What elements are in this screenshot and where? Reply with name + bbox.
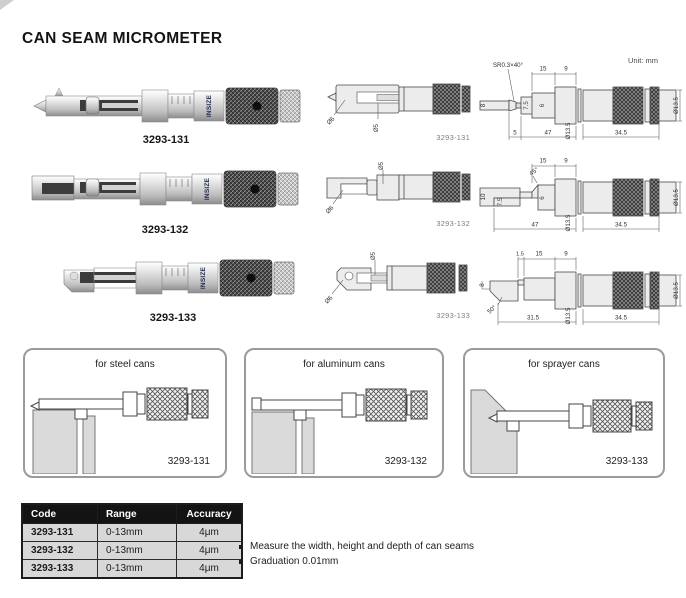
can-section	[471, 390, 517, 474]
application-card-sprayer-cans	[463, 348, 665, 478]
dimension-drawing-3293-132	[478, 150, 684, 242]
dim-label: Ø5	[370, 251, 377, 261]
dim-label: Ø5	[378, 161, 385, 171]
application-title: for aluminum cans	[303, 359, 385, 370]
table-row	[22, 542, 242, 560]
product-photo-3293-133	[50, 246, 296, 310]
cell-code: 3293-131	[22, 524, 98, 542]
cell-range: 0-13mm	[98, 524, 177, 542]
cell-accuracy: 4μm	[177, 542, 243, 560]
dim-label: 9	[564, 250, 568, 258]
dim-label: Ø6	[324, 204, 336, 216]
drawing-code-label: 3293-132	[436, 219, 470, 228]
spec-table	[21, 503, 243, 579]
dim-label: 15	[539, 157, 547, 165]
page-title: CAN SEAM MICROMETER	[22, 30, 223, 47]
outline-drawing-3293-131	[323, 70, 473, 144]
application-code: 3293-133	[605, 456, 648, 467]
page-corner-artifact	[0, 0, 14, 10]
bullet-square-icon	[239, 545, 243, 549]
dim-label: 5	[513, 129, 517, 137]
dimension-drawing-3293-133	[478, 243, 684, 335]
dim-label: Ø6	[323, 294, 335, 306]
application-title: for sprayer cans	[528, 359, 600, 370]
dim-label: 8	[479, 283, 486, 287]
dim-label: Ø6	[325, 115, 337, 127]
table-header-row	[22, 504, 242, 524]
dim-label: 34.5	[614, 221, 628, 229]
product-code-label: 3293-132	[141, 224, 189, 236]
table-row	[22, 560, 242, 579]
outline-drawing-3293-133	[323, 248, 473, 322]
dim-label: 7.5	[523, 101, 530, 110]
brand-mark: INSIZE	[200, 266, 207, 290]
dim-label: 6	[539, 103, 546, 108]
dim-label: Ø13.5	[673, 189, 680, 206]
dim-label: Ø13.5	[673, 282, 680, 299]
outline-drawing-3293-132	[323, 156, 473, 230]
micrometer-outline	[489, 400, 652, 432]
application-card-steel-cans	[23, 348, 227, 478]
application-code: 3293-131	[167, 456, 210, 467]
dim-label: 45°	[528, 166, 540, 178]
product-code-label: 3293-133	[149, 312, 197, 324]
drawing-code-label: 3293-133	[436, 311, 470, 320]
application-card-aluminum-cans	[244, 348, 444, 478]
column-header-accuracy: Accuracy	[177, 504, 243, 524]
dim-label: SR0.3×40°	[492, 62, 524, 69]
can-section	[252, 412, 314, 474]
product-code-label: 3293-131	[142, 134, 190, 146]
dim-label: Ø13.5	[565, 122, 572, 140]
dim-label: 47	[531, 221, 539, 229]
micrometer-photo	[32, 171, 298, 207]
micrometer-silhouette	[337, 263, 467, 293]
dim-label: 31.5	[526, 314, 540, 322]
dim-label: 6	[539, 196, 546, 200]
feature-text: Graduation 0.01mm	[250, 556, 339, 567]
micrometer-silhouette	[328, 84, 470, 114]
feature-item	[239, 556, 569, 571]
application-code: 3293-132	[384, 456, 427, 467]
can-section	[33, 410, 95, 474]
dim-label: 1.5	[515, 251, 525, 258]
cell-accuracy: 4μm	[177, 560, 243, 579]
cell-range: 0-13mm	[98, 560, 177, 579]
feature-item	[239, 541, 569, 556]
dim-label: Ø5	[373, 123, 380, 133]
unit-label: Unit: mm	[628, 56, 658, 65]
cell-range: 0-13mm	[98, 542, 177, 560]
dim-label: Ø13.5	[565, 307, 572, 325]
column-header-code: Code	[22, 504, 98, 524]
dim-label: 47	[544, 129, 552, 137]
micrometer-photo	[64, 260, 294, 296]
brand-mark: INSIZE	[204, 177, 211, 201]
dim-label: 8	[480, 103, 487, 108]
micrometer-silhouette	[480, 179, 676, 216]
micrometer-silhouette	[327, 172, 470, 202]
dim-label: 50°	[486, 304, 498, 316]
feature-list	[239, 541, 569, 571]
dim-label: 15	[535, 250, 543, 258]
application-title: for steel cans	[95, 359, 155, 370]
brand-mark: INSIZE	[206, 94, 213, 118]
table-row	[22, 524, 242, 542]
dim-label: 10	[480, 193, 487, 201]
dim-label: 9	[564, 157, 568, 165]
dim-label: 34.5	[614, 129, 628, 137]
cell-code: 3293-133	[22, 560, 98, 579]
dim-label: 7.5	[497, 197, 504, 207]
dim-label: 34.5	[614, 314, 628, 322]
micrometer-silhouette	[480, 87, 676, 124]
product-photo-3293-132	[28, 156, 302, 220]
cell-code: 3293-132	[22, 542, 98, 560]
dim-label: Ø13.5	[673, 97, 680, 114]
cell-accuracy: 4μm	[177, 524, 243, 542]
bullet-square-icon	[239, 560, 243, 564]
dim-label: 15	[539, 65, 547, 73]
micrometer-photo	[34, 88, 300, 124]
dim-label: 9	[564, 65, 568, 73]
drawing-code-label: 3293-131	[436, 133, 470, 142]
dimension-drawing-3293-131	[478, 58, 684, 150]
column-header-range: Range	[98, 504, 177, 524]
product-photo-3293-131	[30, 74, 302, 136]
feature-text: Measure the width, height and depth of can seams	[250, 541, 475, 552]
dim-label: Ø13.5	[565, 214, 572, 232]
